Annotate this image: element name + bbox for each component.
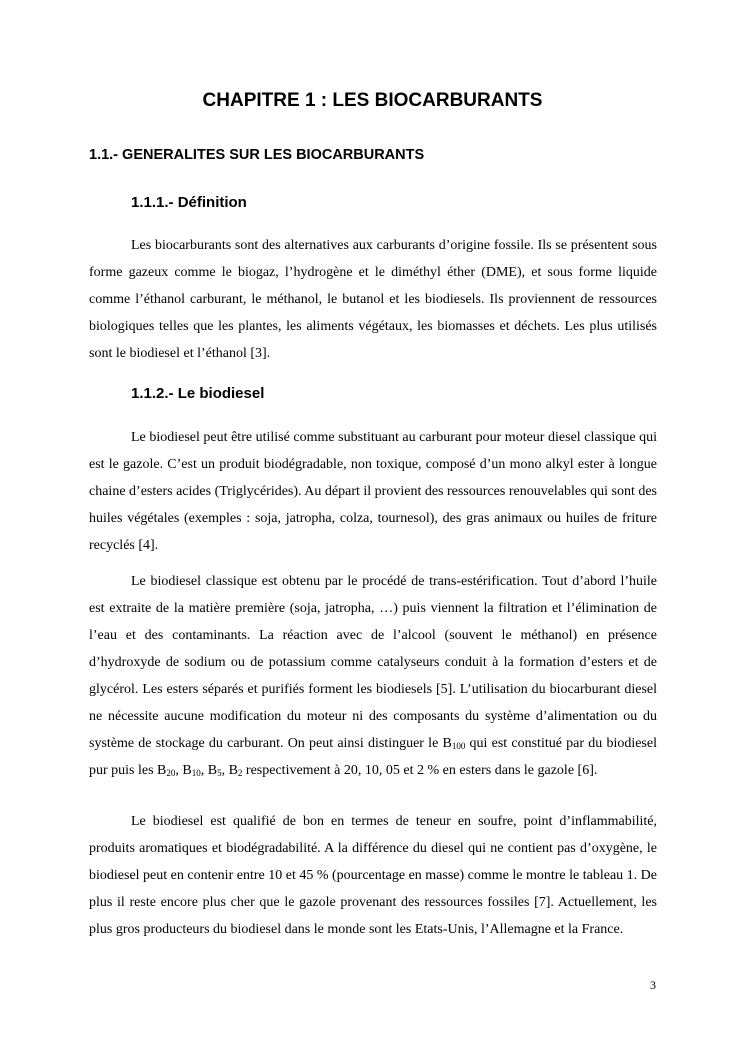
subscript: 100	[451, 741, 466, 751]
text-run: Le biodiesel classique est obtenu par le procédé de trans-estérification. Tout d’abord l’huile est extraite de la matière première (soja, jatropha, …) puis viennent la filtration et l’élimination de l’eau et des contaminants. La réaction avec de l’alcool (souvent le méthanol) en présence d’hydroxyde de sodium ou de potassium comme catalyseurs conduit à la formation d’esters et de glycérol. Les esters séparés et purifiés forment les biodiesels [5]. L’utilisation du biocarburant diesel ne nécessite aucune modification du moteur ni des composants du système d’alimentation ou du système de stockage du carburant. On peut ainsi distinguer le B	[89, 574, 657, 751]
chapter-title: CHAPITRE 1 : LES BIOCARBURANTS	[202, 90, 543, 111]
paragraph-definition: Les biocarburants sont des alternatives aux carburants d’origine fossile. Ils se présentent sous forme gazeux comme le biogaz, l’hydrogène et le diméthyl éther (DME), et sous forme liquide comme l’éthanol carburant, le méthanol, le butanol et les biodiesels. Ils proviennent de ressources biologiques telles que les plantes, les aliments végétaux, les biomasses et déchets. Les plus utilisés sont le biodiesel et l’éthanol [3].	[89, 238, 657, 361]
text-run: , B	[175, 763, 192, 778]
paragraph-biodiesel-3: Le biodiesel est qualifié de bon en termes de teneur en soufre, point d’inflammabilité, produits aromatiques et biodégradabilité. A la différence du diesel qui ne contient pas d’oxygène, le biodiesel peut en contenir entre 10 et 45 % (pourcentage en masse) comme le montre le tableau 1. De plus il reste encore plus cher que le gazole provenant des ressources fossiles [7]. Actuellement, les plus gros producteurs du biodiesel dans le monde sont les Etats-Unis, l’Allemagne et la France.	[89, 814, 657, 937]
section-heading-generalites: 1.1.- GENERALITES SUR LES BIOCARBURANTS	[89, 147, 425, 163]
subscript: 2	[237, 768, 243, 778]
text-run: , B	[200, 763, 218, 778]
text-run: respectivement à 20, 10, 05 et 2 % en esters dans le gazole [6].	[242, 763, 598, 778]
text-run: , B	[221, 763, 238, 778]
page-number: 3	[650, 978, 656, 992]
subsection-heading-definition: 1.1.1.- Définition	[131, 194, 247, 211]
subscript: 20	[166, 768, 176, 778]
subscript: 5	[217, 768, 222, 778]
paragraph-biodiesel-2	[89, 568, 657, 784]
subscript: 10	[191, 768, 201, 778]
text-run: qui est constitué par du biodiesel pur puis les B	[89, 736, 657, 778]
paragraph-biodiesel-1: Le biodiesel peut être utilisé comme substituant au carburant pour moteur diesel classique qui est le gazole. C’est un produit biodégradable, non toxique, composé d’un mono alkyl ester à longue chaine d’esters acides (Triglycérides). Au départ il provient des ressources renouvelables qui sont des huiles végétales (exemples : soja, jatropha, colza, tournesol), des gras animaux ou huiles de friture recyclés [4].	[89, 430, 657, 553]
subsection-heading-biodiesel: 1.1.2.- Le biodiesel	[131, 385, 265, 402]
